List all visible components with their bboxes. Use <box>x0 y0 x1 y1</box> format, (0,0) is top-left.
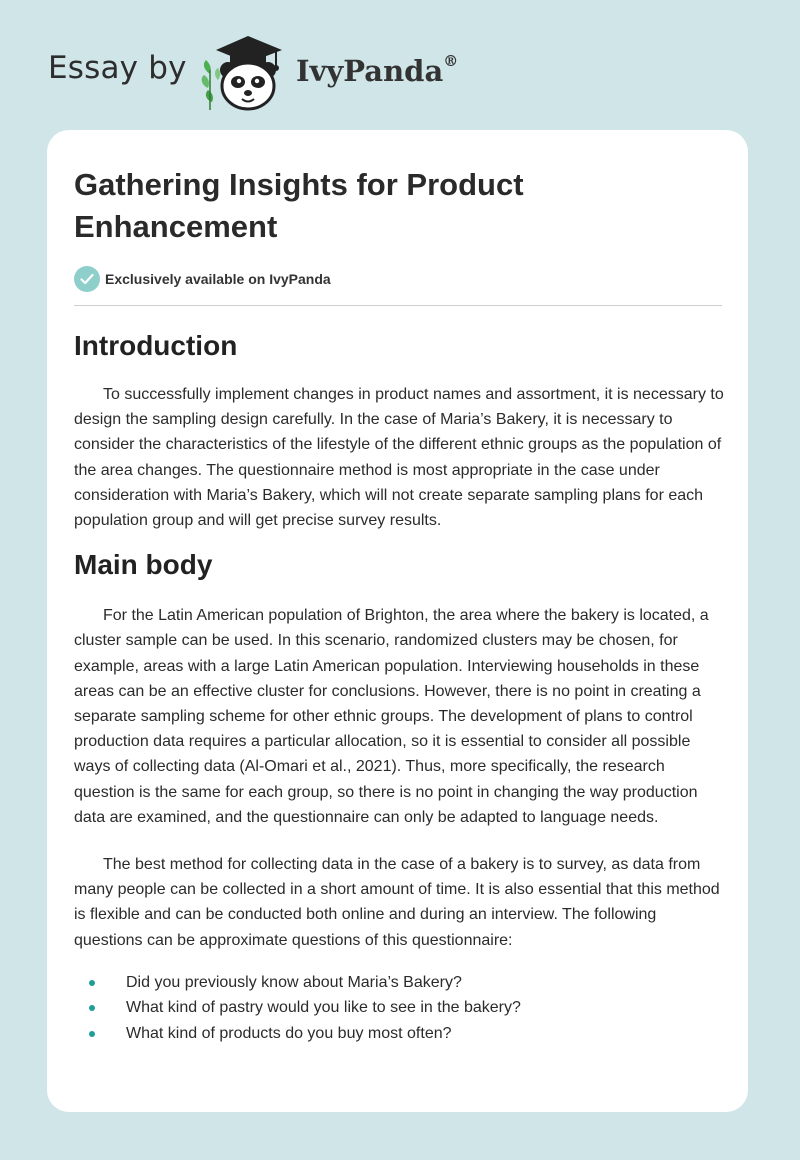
list-item-text: Did you previously know about Maria’s Bakery? <box>126 973 462 991</box>
list-item <box>74 1021 721 1046</box>
list-item <box>74 970 721 995</box>
paragraph: For the Latin American population of Brighton, the area where the bakery is located, a cluster sample can be used. In this scenario, randomized clusters may be chosen, for example, areas with a large Latin American population. Interviewing households in these areas can be an effective cluster for conclusions. However, there is no point in creating a separate sampling scheme for other ethnic groups. The development of plans to control production data requires a particular allocation, so it is essential to consider all possible ways of collecting data (Al-Omari et al., 2021). Thus, more specifically, the research question is the same for each group, so there is no point in changing the way production data are examined, and the questionnaire can only be adapted to language needs. <box>74 607 709 826</box>
page-title: Gathering Insights for Product Enhancement <box>74 167 524 244</box>
essay-by-label: Essay by <box>48 50 187 86</box>
question-list <box>74 970 721 1046</box>
bullet-dot-icon <box>89 1031 95 1037</box>
panda-graduate-logo-icon[interactable] <box>196 30 292 112</box>
registered-mark: ® <box>443 52 459 70</box>
paragraph: To successfully implement changes in product names and assortment, it is necessary to design the sampling design carefully. In the case of Maria’s Bakery, it is necessary to consider the characteristics of the lifestyle of the different ethnic groups as the population of the area changes. The questionnaire method is most appropriate in the case under consideration with Maria’s Bakery, which will not create separate sampling plans for each population group and will get precise survey results. <box>74 386 724 530</box>
bullet-dot-icon <box>89 980 95 986</box>
bullet-dot-icon <box>89 1005 95 1011</box>
list-item-text: What kind of pastry would you like to see in the bakery? <box>126 999 521 1017</box>
list-item <box>74 995 721 1020</box>
exclusive-badge-text: Exclusively available on IvyPanda <box>105 271 331 287</box>
site-header <box>0 0 800 130</box>
list-item-text: What kind of products do you buy most often? <box>126 1024 452 1042</box>
brand-name-text[interactable]: IvyPanda <box>296 54 444 88</box>
essay-card <box>47 130 748 1112</box>
ivy-leaf-icon <box>202 60 221 110</box>
paragraph: The best method for collecting data in the case of a bakery is to survey, as data from many people can be collected in a short amount of time. It is also essential that this method is flexible and can be conducted both online and during an interview. The following questions can be approximate questions of this questionnaire: <box>74 856 720 949</box>
brand-name[interactable] <box>296 54 458 88</box>
exclusive-badge <box>74 266 721 292</box>
check-circle-icon <box>74 266 100 292</box>
section-heading-main-body: Main body <box>74 549 213 581</box>
section-heading-introduction: Introduction <box>74 330 238 361</box>
divider <box>74 305 722 306</box>
